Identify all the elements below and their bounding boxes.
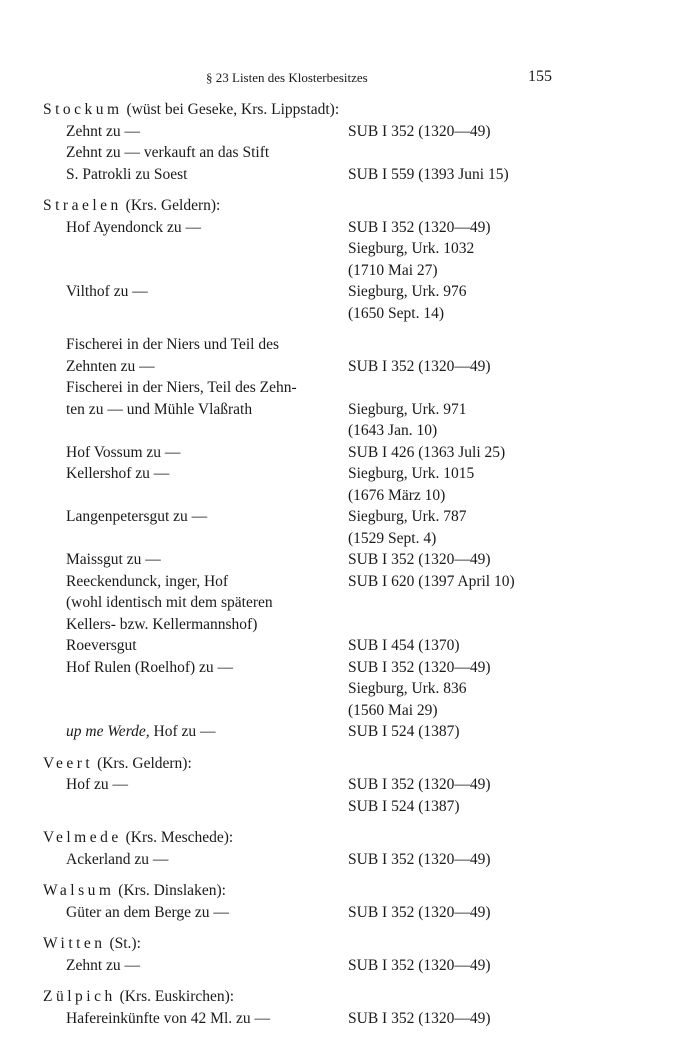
holding-description [66,442,180,464]
place-heading [0,827,700,849]
place-note: (Krs. Dinslaken): [114,882,226,899]
holding-text: Hof Vossum zu — [66,443,181,461]
source-reference: SUB I 352 (1320—49) [348,218,491,236]
place-note: (wüst bei Geseke, Krs. Lippstadt): [122,101,340,118]
source-reference: SUB I 620 (1397 April 10) [348,572,515,590]
list-item [0,121,700,143]
list-item [0,571,700,593]
place-name [43,753,192,775]
place-note: (St.): [105,935,141,952]
holding-description [66,721,216,743]
holding-text: Fischerei in der Niers, Teil des Zehn- [66,379,297,396]
source-reference: Siegburg, Urk. 971 [348,400,467,418]
list-item [0,238,700,260]
place-name [43,986,234,1008]
holding-description [66,955,140,977]
source-reference: (1643 Jan. 10) [348,422,438,439]
place-name-text: Witten [43,935,106,952]
list-item [0,592,700,614]
holding-text: Zehnt zu — [66,956,141,974]
source-reference: Siegburg, Urk. 976 [348,283,467,300]
holding-text: ten zu — und Mühle Vlaßrath [66,400,253,418]
holding-description [66,217,201,239]
holding-text: Fischerei in der Niers und Teil des [66,336,279,353]
list-item [0,377,700,399]
list-item [0,420,700,442]
holding-text: S. Patrokli zu Soest [66,165,188,183]
header-title: § 23 Listen des Klosterbesitzes [206,70,368,85]
holding-text: Vilthof zu — [66,283,148,300]
holding-text: Reeckendunck, inger, Hof [66,572,229,590]
place-note: (Krs. Geldern): [93,754,192,772]
list-item [0,528,700,550]
holding-description [66,121,140,143]
place-heading [0,933,700,955]
holding-description [66,1008,270,1030]
holding-text: Zehnt zu — [66,122,141,140]
holding-text: Hof zu — [66,776,128,793]
place-name [43,880,226,902]
list-item [0,657,700,679]
source-reference: SUB I 352 (1320—49) [348,903,491,921]
place-name-text: Stockum [43,101,123,118]
source-reference: SUB I 454 (1370) [348,637,460,654]
holding-description [66,506,207,528]
list-item [0,463,700,485]
holding-description [66,614,257,636]
source-reference: SUB I 352 (1320—49) [348,1009,491,1027]
holding-description [66,849,168,871]
source-reference: (1710 Mai 27) [348,261,438,279]
holding-text: Hof Ayendonck zu — [66,218,202,236]
list-item [0,1008,700,1030]
source-reference: (1676 März 10) [348,486,446,504]
list-item [0,485,700,507]
holding-description [66,356,155,378]
source-reference: SUB I 559 (1393 Juni 15) [348,165,509,183]
source-reference: Siegburg, Urk. 1015 [348,465,475,482]
holding-text: Langenpetersgut zu — [66,508,208,525]
place-name [43,827,233,849]
source-reference: SUB I 352 (1320—49) [348,357,491,375]
list-item [0,902,700,924]
place-name-text: Walsum [43,882,115,899]
holding-description [66,592,273,614]
holding-description [66,657,233,679]
holding-description [66,334,279,356]
list-item [0,442,700,464]
holding-description [66,549,161,571]
holding-description [66,571,228,593]
source-reference: SUB I 352 (1320—49) [348,551,491,568]
place-name [43,99,339,121]
holding-text: (wohl identisch mit dem späteren [66,594,273,611]
running-header [0,66,700,88]
place-note: (Krs. Meschede): [121,829,234,846]
list-item [0,217,700,239]
page-number: 155 [528,68,552,85]
place-name [43,195,220,217]
place-heading [0,880,700,902]
holding-text: Maissgut zu — [66,551,161,568]
holding-description [66,635,137,657]
holding-text: Hof zu — [149,723,216,740]
list-item [0,506,700,528]
source-reference: (1650 Sept. 14) [348,304,445,322]
list-item [0,260,700,282]
holding-text: Kellershof zu — [66,465,170,482]
source-reference: SUB I 352 (1320—49) [348,850,491,868]
list-item [0,796,700,818]
holding-text: Kellers- bzw. Kellermannshof) [66,615,258,633]
holding-text: Roeversgut [66,637,137,654]
list-item [0,635,700,657]
list-item [0,955,700,977]
source-reference: Siegburg, Urk. 836 [348,680,467,697]
list-item [0,721,700,743]
list-item [0,281,700,303]
list-item [0,549,700,571]
place-heading [0,753,700,775]
list-item [0,614,700,636]
list-item [0,303,700,325]
source-reference: SUB I 524 (1387) [348,723,460,740]
place-heading [0,986,700,1008]
place-note: (Krs. Euskirchen): [115,988,235,1005]
list-item [0,849,700,871]
holding-description [66,399,252,421]
list-item [0,774,700,796]
place-name [43,933,141,955]
holding-text: Zehnt zu — verkauft an das Stift [66,144,270,161]
property-list [0,99,700,1029]
list-item [0,399,700,421]
list-item [0,678,700,700]
list-item [0,334,700,356]
holding-text: Güter an dem Berge zu — [66,903,229,921]
holding-text: Hafereinkünfte von 42 Ml. zu — [66,1009,271,1027]
holding-description [66,377,297,399]
holding-description [66,774,128,796]
holding-description [66,902,229,924]
place-name-text: Veert [43,754,94,772]
holding-description [66,463,169,485]
holding-description [66,142,269,164]
source-reference: SUB I 352 (1320—49) [348,122,491,140]
holding-italic: up me Werde, [66,723,150,740]
source-reference: SUB I 426 (1363 Juli 25) [348,443,506,461]
place-heading [0,195,700,217]
source-reference: SUB I 352 (1320—49) [348,658,491,676]
source-reference: (1560 Mai 29) [348,701,438,719]
place-name-text: Velmede [43,829,122,846]
list-item [0,700,700,722]
list-item [0,164,700,186]
holding-text: Zehnten zu — [66,357,155,375]
holding-description [66,164,187,186]
place-note: (Krs. Geldern): [121,197,221,214]
holding-description [66,281,148,303]
source-reference: Siegburg, Urk. 1032 [348,240,475,257]
holding-text: Hof Rulen (Roelhof) zu — [66,658,234,676]
place-name-text: Zülpich [43,988,116,1005]
list-item [0,142,700,164]
source-reference: (1529 Sept. 4) [348,529,437,547]
source-reference: SUB I 524 (1387) [348,797,460,815]
list-item [0,356,700,378]
source-reference: SUB I 352 (1320—49) [348,956,491,974]
holding-text: Ackerland zu — [66,850,169,868]
source-reference: Siegburg, Urk. 787 [348,508,467,525]
place-name-text: Straelen [43,197,122,214]
source-reference: SUB I 352 (1320—49) [348,776,491,793]
place-heading [0,99,700,121]
